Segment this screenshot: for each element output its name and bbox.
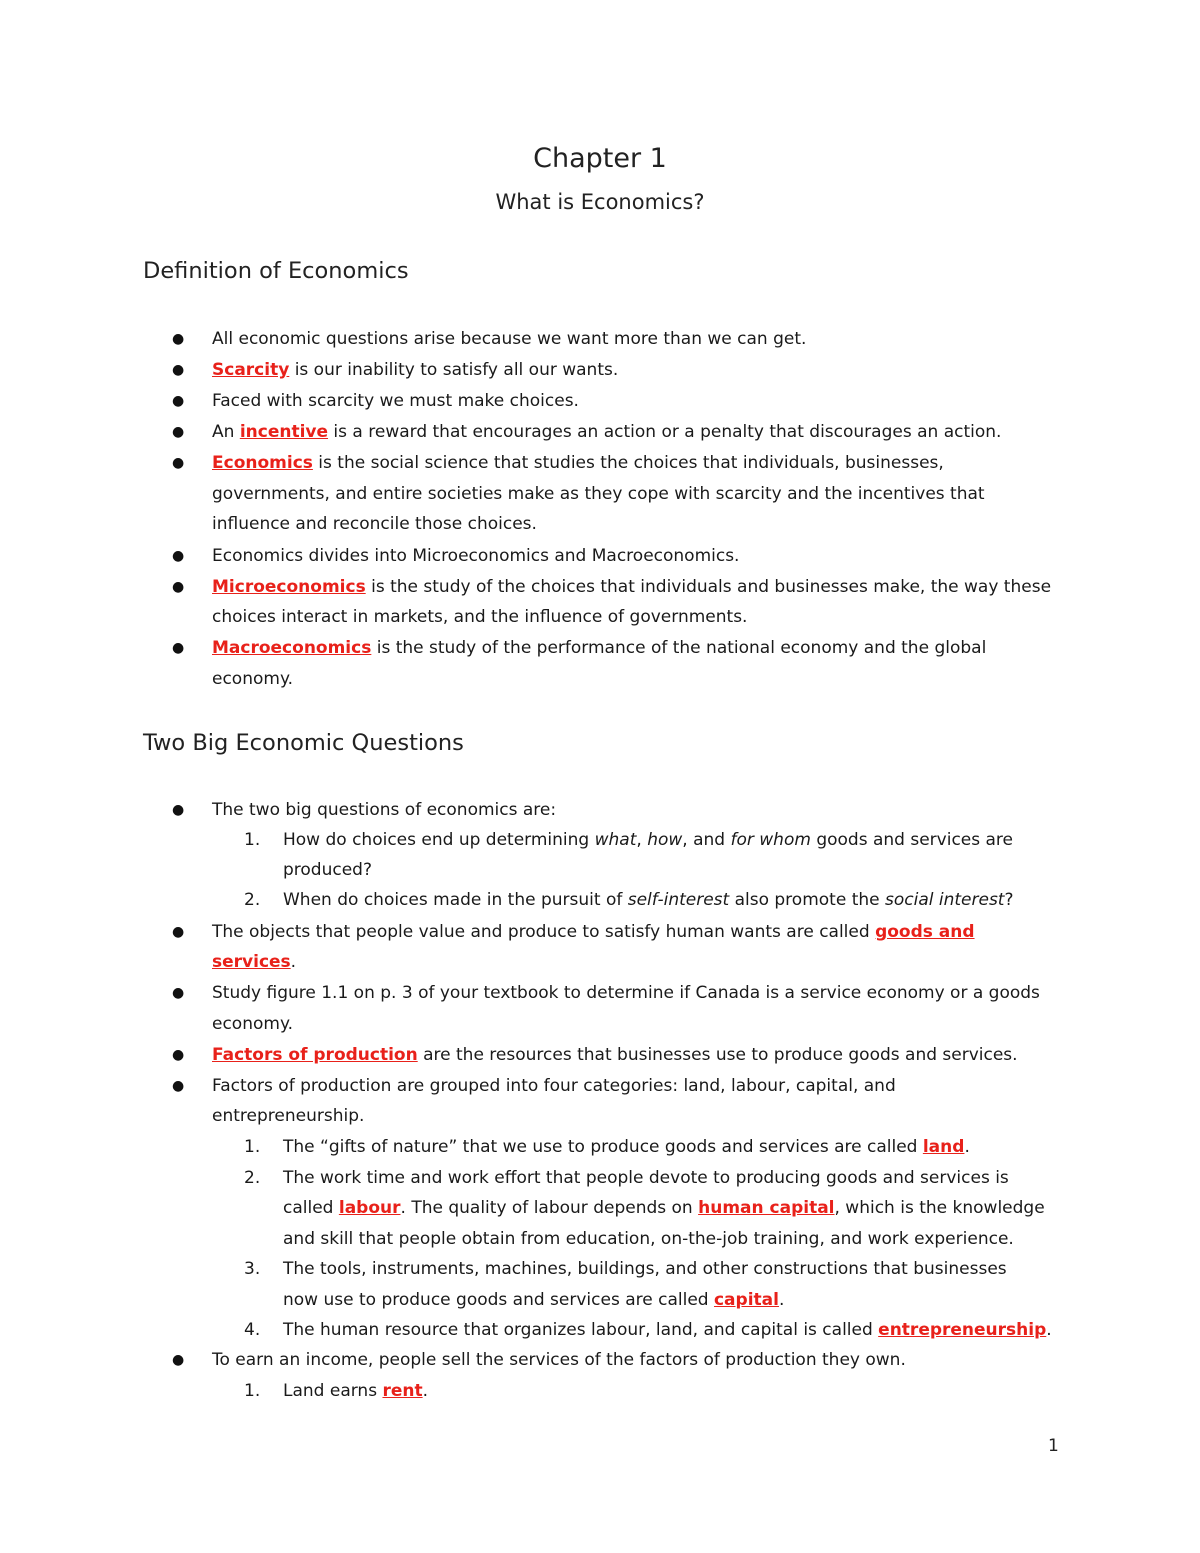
list-item: Study figure 1.1 on p. 3 of your textbook to determine if Canada is a service economy or a goods	[212, 983, 1040, 1003]
list-number: 1.	[244, 1381, 261, 1401]
list-number: 2.	[244, 890, 261, 910]
key-term: capital	[713, 1290, 779, 1310]
list-item: The two big questions of economics are:	[212, 800, 557, 820]
list-number: 4.	[244, 1320, 261, 1340]
key-term: Scarcity	[212, 360, 290, 380]
list-item: All economic questions arise because we want more than we can get.	[212, 329, 807, 349]
list-item: Microeconomics is the study of the choices that individuals and businesses make, the way these	[212, 577, 1052, 597]
bullet-icon: ●	[172, 579, 185, 595]
chapter-title: Chapter 1	[533, 143, 667, 174]
numbered-item: The work time and work effort that people devote to producing goods and services is	[283, 1168, 1009, 1188]
key-term: incentive	[239, 422, 329, 442]
list-item-continuation: influence and reconcile those choices.	[212, 514, 537, 534]
numbered-item: Land earns rent.	[283, 1381, 429, 1401]
list-item-continuation: choices interact in markets, and the influence of governments.	[212, 607, 748, 627]
bullet-icon: ●	[172, 1352, 185, 1368]
numbered-item-continuation: and skill that people obtain from education, on-the-job training, and work experience.	[283, 1229, 1014, 1249]
list-number: 1.	[244, 1137, 261, 1157]
numbered-item: The tools, instruments, machines, buildings, and other constructions that businesses	[283, 1259, 1007, 1279]
bullet-icon: ●	[172, 362, 185, 378]
list-item: Scarcity is our inability to satisfy all our wants.	[212, 360, 619, 380]
bullet-icon: ●	[172, 985, 185, 1001]
bullet-icon: ●	[172, 1047, 185, 1063]
bullet-icon: ●	[172, 393, 185, 409]
numbered-item-continuation: now use to produce goods and services are called capital.	[283, 1290, 785, 1310]
bullet-icon: ●	[172, 455, 185, 471]
list-number: 2.	[244, 1168, 261, 1188]
list-item: An incentive is a reward that encourages an action or a penalty that discourages an action.	[212, 422, 1002, 442]
list-item-continuation: entrepreneurship.	[212, 1106, 365, 1126]
list-item-continuation: services.	[212, 952, 297, 972]
key-term: Microeconomics	[212, 577, 366, 597]
list-item: Faced with scarcity we must make choices.	[212, 391, 579, 411]
key-term: human capital	[698, 1198, 835, 1218]
list-item: Economics divides into Microeconomics and Macroeconomics.	[212, 546, 740, 566]
bullet-icon: ●	[172, 802, 185, 818]
key-term: goods and	[875, 922, 975, 942]
bullet-icon: ●	[172, 331, 185, 347]
key-term: labour	[338, 1198, 401, 1218]
page-number: 1	[1048, 1436, 1059, 1456]
numbered-item: The human resource that organizes labour, land, and capital is called entrepreneurship.	[283, 1320, 1052, 1340]
numbered-item: When do choices made in the pursuit of self-interest also promote the social interest?	[283, 890, 1014, 910]
numbered-item-continuation: produced?	[283, 860, 372, 880]
bullet-icon: ●	[172, 1078, 185, 1094]
numbered-item: How do choices end up determining what, how, and for whom goods and services are	[283, 830, 1014, 850]
list-item-continuation: economy.	[212, 1014, 293, 1034]
chapter-subtitle: What is Economics?	[495, 190, 705, 214]
key-term: land	[922, 1137, 965, 1157]
bullet-icon: ●	[172, 924, 185, 940]
key-term: Economics	[212, 453, 313, 473]
key-term: Macroeconomics	[212, 638, 372, 658]
list-item: Economics is the social science that studies the choices that individuals, businesses,	[212, 453, 944, 473]
section-heading-questions: Two Big Economic Questions	[143, 730, 464, 756]
numbered-item: The “gifts of nature” that we use to produce goods and services are called land.	[283, 1137, 970, 1157]
key-term: Factors of production	[212, 1045, 418, 1065]
section-heading-definition: Definition of Economics	[143, 258, 409, 284]
bullet-icon: ●	[172, 548, 185, 564]
bullet-icon: ●	[172, 424, 185, 440]
numbered-item-continuation: called labour. The quality of labour depends on human capital, which is the knowledge	[283, 1198, 1045, 1218]
list-item: Factors of production are the resources that businesses use to produce goods and services.	[212, 1045, 1018, 1065]
list-item: To earn an income, people sell the services of the factors of production they own.	[212, 1350, 906, 1370]
list-item: The objects that people value and produce to satisfy human wants are called goods and	[212, 922, 975, 942]
bullet-icon: ●	[172, 640, 185, 656]
list-item-continuation: economy.	[212, 669, 293, 689]
key-term: services	[212, 952, 291, 972]
list-item-continuation: governments, and entire societies make as they cope with scarcity and the incentives that	[212, 484, 985, 504]
key-term: rent	[382, 1381, 423, 1401]
list-item: Factors of production are grouped into four categories: land, labour, capital, and	[212, 1076, 896, 1096]
key-term: entrepreneurship	[878, 1320, 1047, 1340]
list-item: Macroeconomics is the study of the performance of the national economy and the global	[212, 638, 987, 658]
list-number: 3.	[244, 1259, 261, 1279]
list-number: 1.	[244, 830, 261, 850]
